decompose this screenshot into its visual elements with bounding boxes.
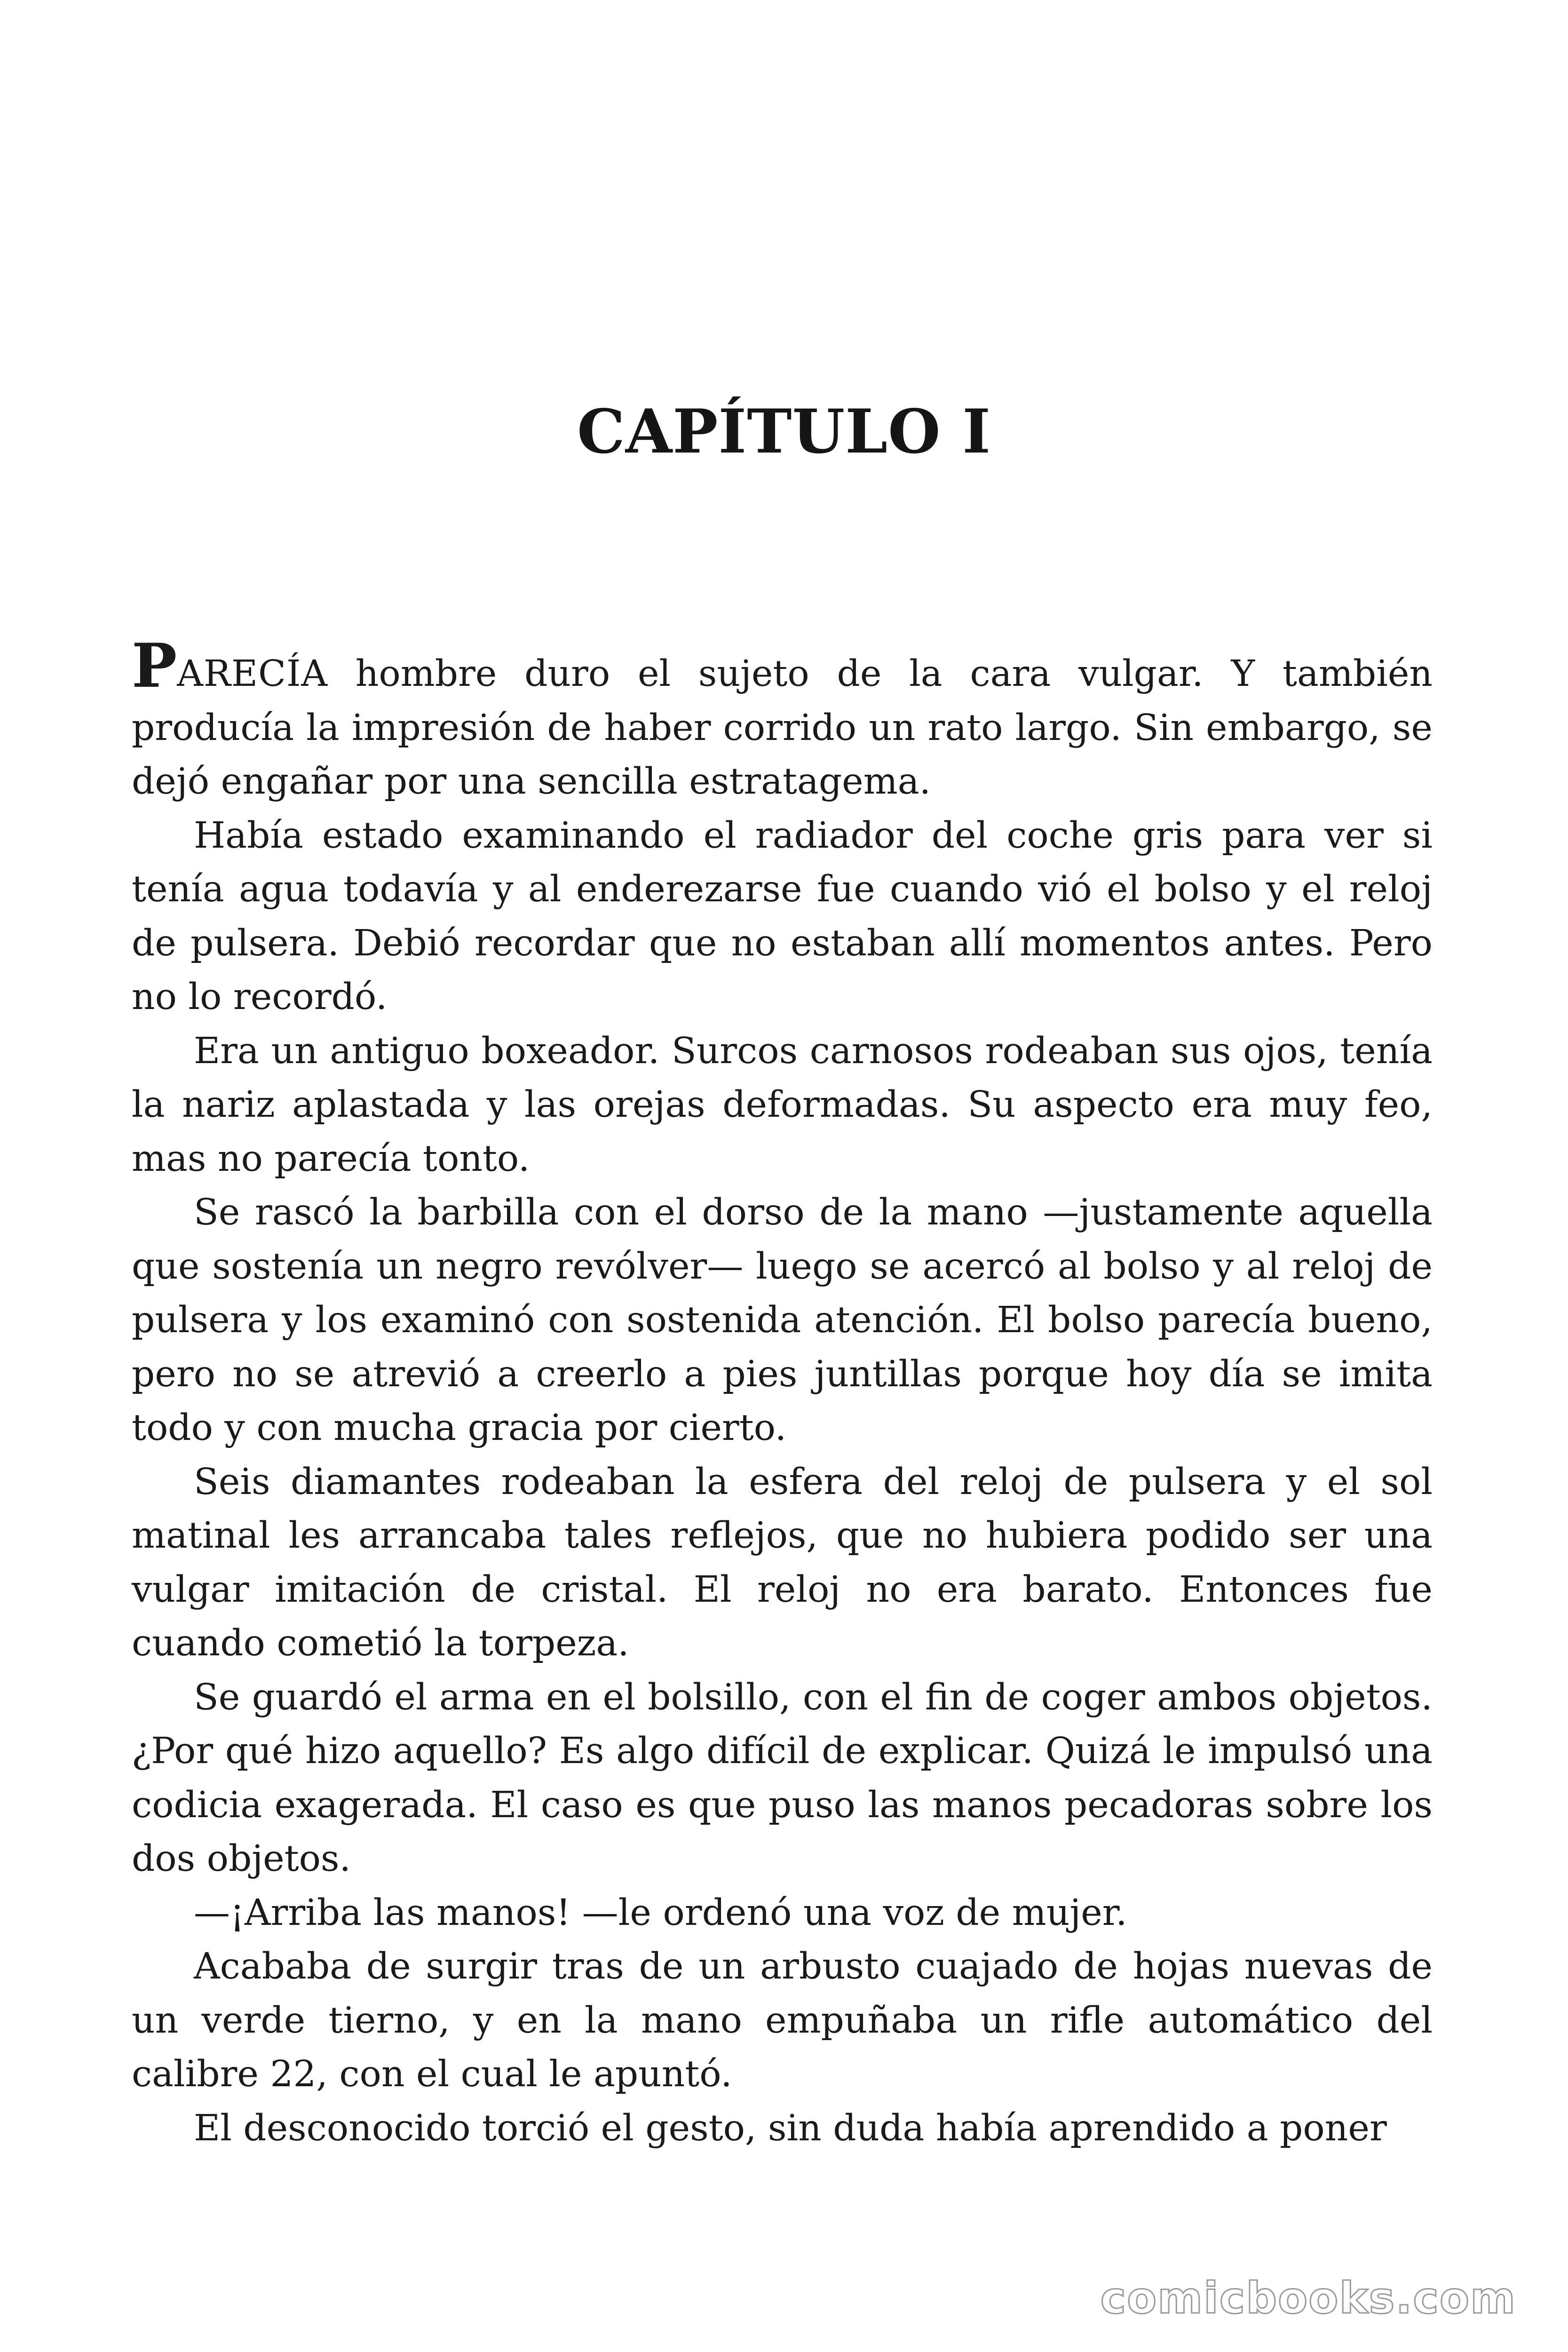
paragraph-7: —¡Arriba las manos! —le ordenó una voz de mujer.	[194, 1891, 1127, 1934]
chapter-title: CAPÍTULO I	[577, 397, 991, 467]
paragraph-4: Se rascó la barbilla con el dorso de la mano —justamente aquella que sostenía un negro revólver— luego se acercó al bolso y al reloj de pulsera y los examinó con sostenida atención. El bolso parecía bueno, pero no se atrevió a creerlo a pies juntillas porque hoy día se imita todo y con mucha gracia por cierto.	[132, 1192, 1433, 1449]
body-text	[132, 631, 1433, 2155]
drop-cap-letter: P	[132, 631, 177, 701]
paragraph-9: El desconocido torció el gesto, sin duda había aprendido a poner	[194, 2107, 1387, 2149]
paragraph-5: Seis diamantes rodeaban la esfera del reloj de pulsera y el sol matinal les arrancaba tales reflejos, que no hubiera podido ser una vulgar imitación de cristal. El reloj no era barato. Entonces fue cuando cometió la torpeza.	[132, 1461, 1433, 1664]
paragraph-2: Había estado examinando el radiador del coche gris para ver si tenía agua todavía y al enderezarse fue cuando vió el bolso y el reloj de pulsera. Debió recordar que no estaban allí momentos antes. Pero no lo recordó.	[132, 814, 1433, 1018]
small-caps-word: ARECÍA	[177, 653, 328, 695]
paragraph-6: Se guardó el arma en el bolsillo, con el fin de coger ambos objetos. ¿Por qué hizo aquello? Es algo difícil de explicar. Quizá le impulsó una codicia exagerada. El caso es que puso las manos pecadoras sobre los dos objetos.	[132, 1676, 1433, 1880]
paragraph-3: Era un antiguo boxeador. Surcos carnosos rodeaban sus ojos, tenía la nariz aplastada y las orejas deformadas. Su aspecto era muy feo, mas no parecía tonto.	[132, 1030, 1433, 1180]
paragraph-1-text: hombre duro el sujeto de la cara vulgar. Y también producía la impresión de haber corrido un rato largo. Sin embargo, se dejó engañar por una sencilla estratagema.	[132, 653, 1433, 803]
paragraph-8: Acababa de surgir tras de un arbusto cuajado de hojas nuevas de un verde tierno, y en la mano empuñaba un rifle automático del calibre 22, con el cual le apuntó.	[132, 1946, 1433, 2095]
watermark-text: comicbooks.com	[1100, 2273, 1516, 2323]
paragraph-1	[132, 631, 1433, 809]
